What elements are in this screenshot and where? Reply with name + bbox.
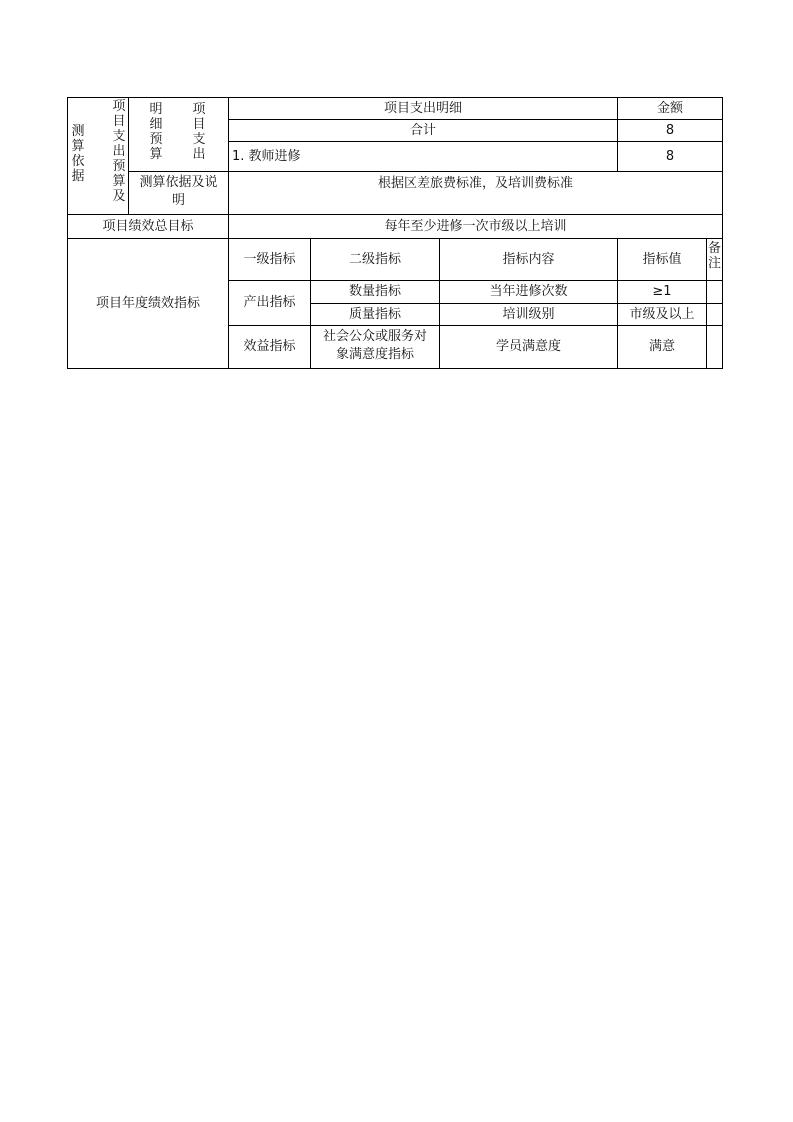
total-label: 合计 <box>409 122 436 138</box>
budget-label: 项 目 支 出 预 算 及 <box>112 99 126 204</box>
level1-header: 一级指标 <box>243 251 296 267</box>
calc-basis-text: 根据区差旅费标准，及培训费标准 <box>377 176 573 191</box>
quality-value: 市级及以上 <box>629 306 695 322</box>
quality-indicator: 质量指标 <box>348 306 401 322</box>
project-expense-label: 项 目 支 出 <box>192 102 206 162</box>
note-header: 备 注 <box>707 241 721 271</box>
level2-header: 二级指标 <box>348 251 401 267</box>
detail-budget-label: 明 细 预 算 <box>149 102 163 162</box>
table-border-right <box>722 97 723 369</box>
detail-header: 项目支出明细 <box>383 100 462 116</box>
total-amount: 8 <box>665 122 675 138</box>
goal-label: 项目绩效总目标 <box>102 218 194 234</box>
benefit-indicator-label: 效益指标 <box>243 339 296 354</box>
content-header: 指标内容 <box>502 251 555 267</box>
quality-content: 培训级别 <box>502 306 555 322</box>
output-indicator-label: 产出指标 <box>243 295 296 310</box>
satisfaction-value: 满意 <box>648 339 675 354</box>
amount-header: 金额 <box>656 100 683 116</box>
indicators-label: 项目年度绩效指标 <box>95 295 200 311</box>
item-label: 1. 教师进修 <box>232 148 301 164</box>
quantity-value: ≥1 <box>652 284 672 299</box>
goal-text: 每年至少进修一次市级以上培训 <box>384 218 567 234</box>
quantity-content: 当年进修次数 <box>489 284 568 299</box>
basis-label: 测 算 依 据 <box>71 124 85 184</box>
calc-basis-label: 测算依据及说 明 <box>139 175 218 208</box>
satisfaction-content: 学员满意度 <box>495 339 561 354</box>
item-amount: 8 <box>665 148 675 164</box>
table-border-bottom <box>67 368 723 369</box>
value-header: 指标值 <box>642 251 682 267</box>
satisfaction-indicator: 社会公众或服务对 象满意度指标 <box>322 329 427 362</box>
quantity-indicator: 数量指标 <box>348 284 401 299</box>
